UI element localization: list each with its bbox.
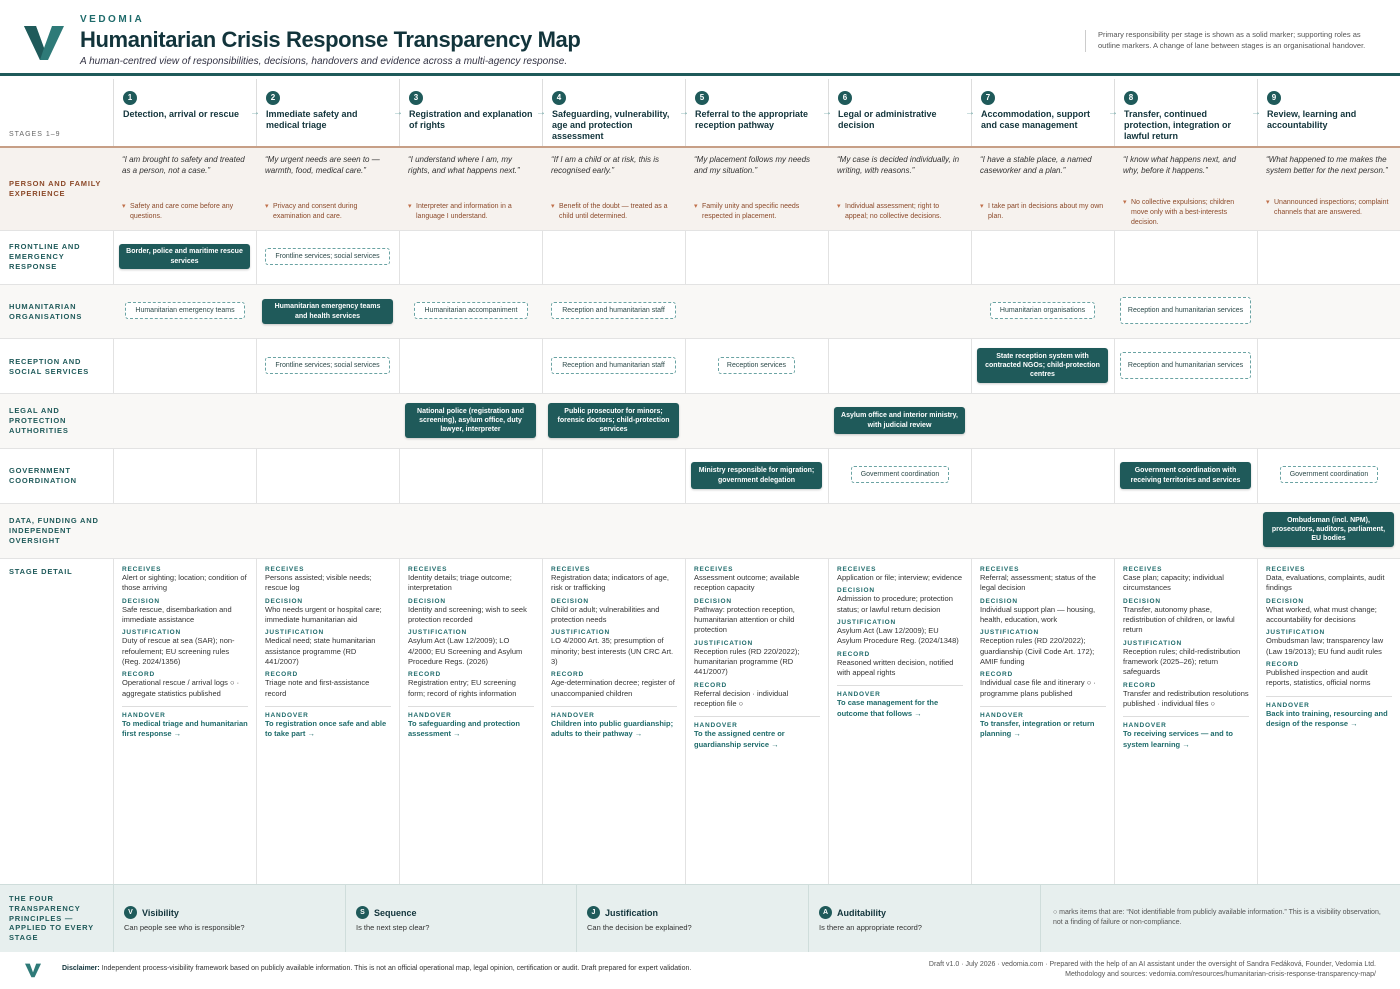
decision-key: DECISION [265,597,303,605]
handover-value: To registration once safe and able to take part → [265,719,387,739]
stage-number: 3 [409,91,423,105]
stage-header [113,79,256,146]
arrow-right-icon: → [393,107,403,118]
decision-key: DECISION [408,597,446,605]
justification-value: Reception rules (RD 220/2022); guardianship (Civil Code Art. 172); AMIF funding [980,636,1095,667]
experience-label: PERSON AND FAMILY EXPERIENCE [9,179,102,198]
justification-value: Asylum Act (Law 12/2009); EU Asylum Procedure Reg. (2024/1348) [837,626,959,646]
receives-value: Alert or sighting; location; condition of those arriving [122,573,247,593]
record-value: Referral decision · individual reception file ○ [694,688,789,709]
record-key: RECORD [551,671,584,679]
stage-title: Transfer, continued protection, integration or lawful return [1124,109,1231,141]
stage-header [685,79,828,146]
disclaimer [62,965,691,972]
principle-badge: S [356,906,369,919]
stage-header [542,79,685,146]
stage-detail-label: STAGE DETAIL [9,567,73,576]
stage-title: Legal or administrative decision [838,109,937,130]
record-key: RECORD [265,671,298,679]
stage-number: 4 [552,91,566,105]
principle-badge: V [124,906,137,919]
experience-cell [1114,154,1257,226]
handover-key: HANDOVER [1123,722,1167,730]
lane-legal [0,393,1400,448]
record-value: Registration entry; EU screening form; record of rights information [408,678,517,698]
record-key: RECORD [980,671,1013,679]
justification-value: Asylum Act (Law 12/2009); LO 4/2000; EU Screening and Asylum Procedure Regs. (2026) [408,636,523,667]
experience-quote: “What happened to me makes the system better for the next person.” [1266,155,1388,176]
legend-note: Primary responsibility per stage is shown as a solid marker; supporting roles as outline markers. A change of lane between stages is an organisational handover. [1085,30,1375,52]
justification-key: JUSTIFICATION [837,619,897,627]
receives-key: RECEIVES [980,566,1020,573]
brand-name: VEDOMIA [80,14,145,25]
stage-number: 9 [1267,91,1281,105]
handover [1266,696,1392,730]
justification-key: JUSTIFICATION [122,629,182,637]
stage-number: 7 [981,91,995,105]
support-marker: Reception and humanitarian staff [551,302,676,319]
experience-quote: “My placement follows my needs and my situation.” [694,155,811,176]
principle-auditability [808,884,1040,952]
arrow-right-icon: → [1108,107,1118,118]
record-value: Individual case file and itinerary ○ · programme plans published [980,678,1096,698]
experience-cell [971,154,1114,226]
justification-value: Reception rules (RD 220/2022); humanitarian programme (RD 441/2007) [694,646,800,677]
handover-key: HANDOVER [551,712,595,720]
stage-title: Immediate safety and medical triage [266,109,358,130]
vedomia-logo-icon [24,962,42,978]
experience-need: ▾ Interpreter and information in a language I understand. [408,202,534,222]
primary-marker: Asylum office and interior ministry, with judicial review [834,407,965,434]
stage-header [1114,79,1257,146]
support-marker: Reception and humanitarian staff [551,357,676,374]
stage-detail [971,566,1114,740]
decision-value: What worked, what must change; accountability for decisions [1266,604,1377,625]
principle-name: Auditability [837,907,886,918]
record-value: Reasoned written decision, notified with appeal rights [837,657,954,678]
record-value: Age-determination decree; register of unaccompanied children [551,678,675,698]
experience-need: ▾ Safety and care come before any questions. [122,202,248,222]
justification-key: JUSTIFICATION [1123,639,1183,647]
stage-number: 2 [266,91,280,105]
principle-badge: J [587,906,600,919]
handover [1123,716,1249,750]
handover-value: To safeguarding and protection assessment → [408,719,520,739]
principle-question: Can the decision be explained? [587,923,692,932]
handover [980,706,1106,740]
stage-detail [1114,566,1257,750]
decision-value: Transfer, autonomy phase, redistribution of children, or lawful return [1123,604,1235,635]
experience-quote: “My case is decided individually, in writing, with reasons.” [837,155,960,176]
disclaimer-label: Disclaimer: [62,965,100,972]
record-key: RECORD [837,650,870,658]
receives-value: Persons assisted; visible needs; rescue log [265,573,372,593]
receives-key: RECEIVES [694,566,734,573]
stage-number: 5 [695,91,709,105]
stage-header [828,79,971,146]
principle-justification [576,884,808,952]
disclaimer-text: Independent process-visibility framework based on publicly available information. This is not an official operational map, legal opinion, certification or audit. Draft prepared for expert validation. [101,965,692,972]
primary-marker: National police (registration and screening), asylum office, duty lawyer, interpreter [405,403,536,438]
experience-quote: “My urgent needs are seen to — warmth, food, medical care.” [265,155,380,176]
justification-value: Reception rules; child-redistribution framework (2025–26); return safeguards [1123,646,1241,677]
arrow-right-icon: → [1251,107,1261,118]
experience-quote: “I know what happens next, and why, before it happens.” [1123,155,1236,176]
visibility-note: ○ marks items that are: “Not identifiable from publicly available information.” This is a visibility observation, not a finding of failure or non-compliance. [1040,884,1400,952]
experience-need: ▾ Individual assessment; right to appeal; no collective decisions. [837,202,963,222]
footer-credits [929,960,1376,980]
principle-name: Justification [605,907,659,918]
lane-label: HUMANITARIAN ORGANISATIONS [9,302,83,321]
primary-marker: Government coordination with receiving territories and services [1120,462,1251,489]
arrow-right-icon: → [250,107,260,118]
handover [837,685,963,719]
principle-question: Is there an appropriate record? [819,923,922,932]
decision-value: Individual support plan — housing, health, education, work [980,604,1096,625]
lane-label: RECEPTION AND SOCIAL SERVICES [9,357,90,376]
justification-value: Ombudsman law; transparency law (Law 19/2013); EU fund audit rules [1266,636,1384,656]
handover-value: Back into training, resourcing and design of the response → [1266,708,1388,729]
primary-marker: Ombudsman (incl. NPM), prosecutors, auditors, parliament, EU bodies [1263,512,1394,547]
experience-need: ▾ Family unity and specific needs respected in placement. [694,202,820,222]
experience-cell [828,154,971,226]
decision-value: Who needs urgent or hospital care; immediate humanitarian aid [265,604,382,625]
justification-key: JUSTIFICATION [551,629,611,637]
receives-key: RECEIVES [1123,566,1163,573]
stage-header [1257,79,1400,146]
experience-cell [542,154,685,226]
footer-methodology-link[interactable]: Methodology and sources: vedomia.com/resources/humanitarian-crisis-response-transparency-map/ [1065,971,1376,979]
stage-detail [113,566,256,740]
handover-key: HANDOVER [1266,701,1310,709]
handover-key: HANDOVER [980,712,1024,720]
receives-key: RECEIVES [265,566,305,573]
experience-cell [685,154,828,226]
handover-key: HANDOVER [408,712,452,720]
primary-marker: Public prosecutor for minors; forensic doctors; child-protection services [548,403,679,438]
record-key: RECORD [1266,661,1299,669]
lane-label: DATA, FUNDING AND INDEPENDENT OVERSIGHT [9,516,99,545]
support-marker: Frontline services; social services [265,357,390,374]
handover-value: To case management for the outcome that follows → [837,698,939,718]
experience-cell [1257,154,1400,226]
experience-cell [256,154,399,226]
handover [551,706,677,740]
justification-key: JUSTIFICATION [265,629,325,637]
support-marker: Government coordination [851,466,949,483]
primary-marker: Ministry responsible for migration; government delegation [691,462,822,489]
decision-value: Identity and screening; wish to seek protection recorded [408,604,527,625]
stage-title: Accommodation, support and case management [981,109,1091,130]
handover-value: To receiving services — and to system learning → [1123,729,1233,749]
justification-value: Medical need; state humanitarian assistance programme (RD 441/2007) [265,636,376,667]
decision-key: DECISION [551,597,589,605]
decision-value: Pathway: protection reception, humanitarian attention or child protection [694,604,795,635]
stage-title: Review, learning and accountability [1267,109,1357,130]
receives-key: RECEIVES [408,566,448,573]
footer-credit-line: Draft v1.0 · July 2026 · vedomia.com · Prepared with the help of an AI assistant under the oversight of Sandra Fedáková, Founder, Vedomia Ltd. [928,961,1376,968]
support-marker: Reception services [718,357,795,374]
stage-detail [542,566,685,740]
handover-value: Children into public guardianship; adults to their pathway → [551,719,674,739]
primary-marker: State reception system with contracted NGOs; child-protection centres [977,348,1108,383]
experience-need: ▾ I take part in decisions about my own plan. [980,202,1106,222]
receives-key: RECEIVES [1266,566,1306,573]
handover-key: HANDOVER [122,712,166,720]
experience-need: ▾ Unannounced inspections; complaint channels that are answered. [1266,198,1392,218]
handover-key: HANDOVER [694,722,738,730]
decision-key: DECISION [122,597,160,605]
principle-question: Can people see who is responsible? [124,923,245,932]
receives-key: RECEIVES [551,566,591,573]
justification-key: JUSTIFICATION [408,629,468,637]
record-value: Triage note and first-assistance record [265,678,370,698]
stage-number: 8 [1124,91,1138,105]
page-header [0,0,1400,76]
handover [408,706,534,740]
handover-value: To the assigned centre or guardianship service → [694,729,785,749]
decision-value: Child or adult; vulnerabilities and protection needs [551,604,660,625]
page-subtitle: A human-centred view of responsibilities, decisions, handovers and evidence across a multi-agency response. [80,56,568,67]
lane-oversight [0,503,1400,558]
stage-header [399,79,542,146]
stage-header [256,79,399,146]
support-marker: Reception and humanitarian services [1120,352,1251,379]
stages-label: STAGES 1–9 [9,131,61,138]
lane-label: GOVERNMENT COORDINATION [9,466,77,485]
receives-value: Referral; assessment; status of the legal decision [980,573,1096,593]
experience-cell [399,154,542,226]
experience-quote: “I have a stable place, a named caseworker and a plan.” [980,155,1092,176]
handover [694,716,820,750]
stage-title: Referral to the appropriate reception pathway [695,109,809,130]
arrow-right-icon: → [679,107,689,118]
stage-title: Registration and explanation of rights [409,109,533,130]
record-value: Transfer and redistribution resolutions published · individual files ○ [1123,688,1249,709]
principle-visibility [113,884,345,952]
experience-quote: “I am brought to safety and treated as a person, not a case.” [122,155,245,176]
receives-key: RECEIVES [837,566,877,573]
page-title: Humanitarian Crisis Response Transparency Map [80,27,581,52]
experience-quote: “I understand where I am, my rights, and what happens next.” [408,155,520,176]
support-marker: Humanitarian emergency teams [125,302,245,319]
stage-number: 6 [838,91,852,105]
justification-value: LO 4/2000 Art. 35; presumption of minority; best interests (UN CRC Art. 3) [551,636,674,667]
receives-value: Registration data; indicators of age, risk or trafficking [551,573,669,593]
arrow-right-icon: → [822,107,832,118]
experience-need: ▾ Privacy and consent during examination and care. [265,202,391,222]
primary-marker: Border, police and maritime rescue services [119,244,250,269]
record-key: RECORD [408,671,441,679]
stage-detail [828,566,971,719]
support-marker: Humanitarian accompaniment [414,302,528,319]
receives-value: Case plan; capacity; individual circumstances [1123,573,1224,593]
principle-question: Is the next step clear? [356,923,430,932]
handover-value: To medical triage and humanitarian first response → [122,719,248,739]
justification-key: JUSTIFICATION [1266,629,1326,637]
principle-sequence [345,884,576,952]
support-marker: Frontline services; social services [265,248,390,265]
receives-value: Application or file; interview; evidence [837,573,963,582]
decision-key: DECISION [837,587,875,595]
record-key: RECORD [122,671,155,679]
experience-need: ▾ No collective expulsions; children move only with a best-interests decision. [1123,198,1249,228]
handover-key: HANDOVER [265,712,309,720]
stage-detail [1257,566,1400,729]
record-value: Published inspection and audit reports, statistics, official norms [1266,668,1371,688]
decision-key: DECISION [980,597,1018,605]
receives-key: RECEIVES [122,566,162,573]
handover [122,706,248,740]
stage-title: Safeguarding, vulnerability, age and protection assessment [552,109,670,141]
stage-number: 1 [123,91,137,105]
support-marker: Reception and humanitarian services [1120,297,1251,324]
arrow-right-icon: → [536,107,546,118]
experience-quote: “If I am a child or at risk, this is recognised early.” [551,155,660,176]
record-key: RECORD [1123,681,1156,689]
experience-need: ▾ Benefit of the doubt — treated as a child until determined. [551,202,677,222]
stage-header [971,79,1114,146]
lane-label: LEGAL AND PROTECTION AUTHORITIES [9,406,69,435]
arrow-right-icon: → [965,107,975,118]
decision-key: DECISION [1123,597,1161,605]
justification-value: Duty of rescue at sea (SAR); non-refoulement; EU screening rules (Reg. 2024/1356) [122,636,235,667]
support-marker: Humanitarian organisations [990,302,1095,319]
stage-detail [399,566,542,740]
receives-value: Data, evaluations, complaints, audit findings [1266,573,1385,593]
decision-value: Safe rescue, disembarkation and immediate assistance [122,604,232,625]
handover [265,706,391,740]
principles-label: THE FOUR TRANSPARENCY PRINCIPLES — APPLIED TO EVERY STAGE [9,894,94,942]
handover-value: To transfer, integration or return planning → [980,719,1095,739]
record-key: RECORD [694,681,727,689]
stage-detail [256,566,399,740]
stage-title: Detection, arrival or rescue [123,109,240,119]
receives-value: Identity details; triage outcome; interpretation [408,573,512,593]
principle-name: Sequence [374,907,417,918]
receives-value: Assessment outcome; available reception capacity [694,573,800,593]
decision-key: DECISION [1266,597,1304,605]
record-value: Operational rescue / arrival logs ○ · aggregate statistics published [122,678,240,698]
experience-cell [113,154,256,226]
vedomia-logo-icon [22,22,66,62]
support-marker: Government coordination [1280,466,1378,483]
decision-value: Admission to procedure; protection status; or lawful return decision [837,594,953,614]
lane-label: FRONTLINE AND EMERGENCY RESPONSE [9,242,81,271]
decision-key: DECISION [694,597,732,605]
stage-detail [685,566,828,750]
divider [0,558,1400,559]
principle-name: Visibility [142,907,179,918]
justification-key: JUSTIFICATION [694,639,754,647]
principle-badge: A [819,906,832,919]
primary-marker: Humanitarian emergency teams and health services [262,299,393,324]
handover-key: HANDOVER [837,691,881,699]
justification-key: JUSTIFICATION [980,629,1040,637]
